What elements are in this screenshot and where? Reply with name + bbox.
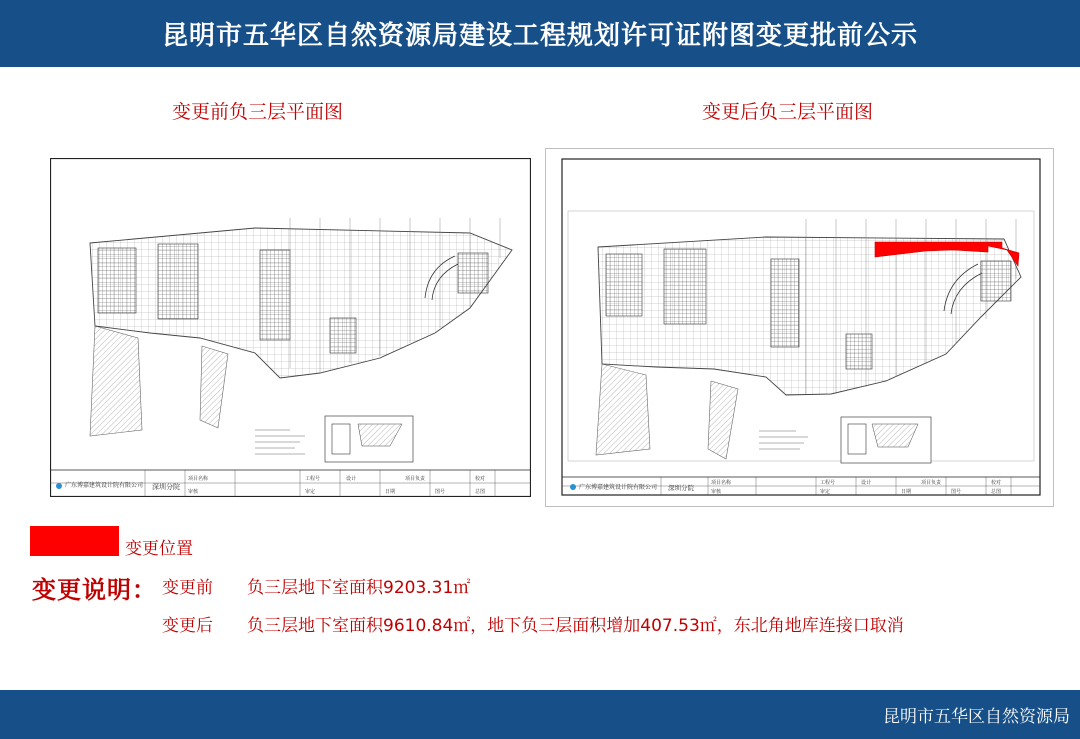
plan-after-company: 广东博嘉建筑设计院有限公司	[579, 484, 658, 491]
footer-org: 昆明市五华区自然资源局	[883, 707, 1070, 727]
plan-before-tb-project: 项目名称	[188, 476, 209, 482]
plan-after-tb-approve: 审定	[820, 489, 831, 495]
plan-after-image	[545, 148, 1054, 507]
plan-after-tb-review: 审核	[711, 489, 722, 495]
description-heading: 变更说明：	[32, 576, 157, 604]
plan-after-tb-date: 日期	[901, 489, 912, 495]
plan-after-tb-leader: 项目负责	[921, 480, 942, 486]
plan-before-tb-leader: 项目负责	[405, 476, 426, 482]
description-row-text: 负三层地下室面积9203.31㎡	[247, 578, 471, 598]
plan-after-tb-total: 总图	[991, 489, 1002, 495]
change-location-swatch	[30, 526, 119, 556]
plan-before-tb-project-num: 工程号	[305, 476, 321, 482]
plan-after-tb-project-num: 工程号	[820, 480, 836, 486]
plan-before-tb-drawn: 校对	[475, 476, 486, 482]
plan-before-tb-sheet: 图号	[435, 489, 446, 495]
plan-after-tb-sheet: 图号	[951, 489, 962, 495]
description-row-label: 变更后	[162, 616, 213, 636]
plan-before-tb-review: 审核	[188, 489, 199, 495]
page-title: 昆明市五华区自然资源局建设工程规划许可证附图变更批前公示	[161, 21, 918, 51]
description-row-label: 变更前	[162, 578, 213, 598]
plan-before-caption: 变更前负三层平面图	[172, 101, 344, 123]
header-bar	[0, 0, 1080, 67]
footer-bar	[0, 690, 1080, 739]
plan-before-tb-approve: 审定	[305, 489, 316, 495]
plan-before-branch: 深圳分院	[152, 483, 180, 491]
plan-before-image	[50, 158, 531, 497]
plan-after-tb-drawn: 校对	[991, 480, 1002, 486]
plan-before-tb-total: 总图	[475, 489, 486, 495]
plan-after-tb-project: 项目名称	[711, 480, 732, 486]
change-location-label: 变更位置	[125, 539, 193, 559]
plan-before-tb-date: 日期	[385, 489, 396, 495]
plan-before-tb-design: 设计	[346, 476, 357, 482]
description-row-text: 负三层地下室面积9610.84㎡，地下负三层面积增加407.53㎡，东北角地库连接口取消	[247, 616, 904, 636]
plan-after-tb-design: 设计	[861, 480, 872, 486]
plan-before-company: 广东博嘉建筑设计院有限公司	[65, 482, 144, 489]
plan-after-branch: 深圳分院	[668, 484, 694, 492]
plan-after-caption: 变更后负三层平面图	[702, 101, 874, 123]
